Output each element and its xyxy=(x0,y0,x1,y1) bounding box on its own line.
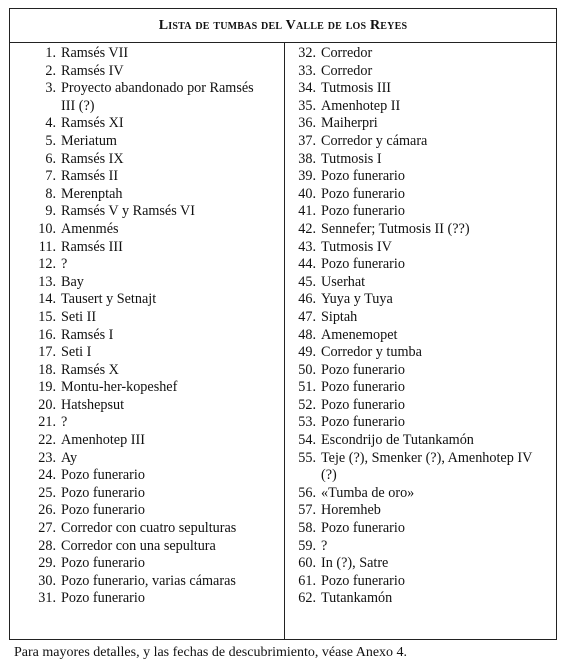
tomb-number: 46. xyxy=(298,291,316,308)
tomb-entry xyxy=(294,186,554,204)
tomb-entry xyxy=(32,45,280,63)
tomb-number: 44. xyxy=(298,256,316,273)
tomb-entry xyxy=(32,327,280,345)
tomb-name: Horemheb xyxy=(321,502,381,519)
tomb-entry xyxy=(32,397,280,415)
tomb-name: Ramsés XI xyxy=(61,115,124,132)
tomb-name: Corredor con cuatro sepulturas xyxy=(61,520,237,537)
tomb-entry xyxy=(32,467,280,485)
right-column xyxy=(294,45,554,608)
tomb-entry xyxy=(32,168,280,186)
tomb-number: 39. xyxy=(298,168,316,185)
tomb-number: 2. xyxy=(45,62,56,79)
tomb-entry xyxy=(294,239,554,257)
tomb-number: 56. xyxy=(298,484,316,501)
tomb-name: Amenhotep III xyxy=(61,432,145,449)
tomb-name: ? xyxy=(321,537,328,554)
tomb-entry xyxy=(32,274,280,292)
tomb-name: Maiherpri xyxy=(321,115,378,132)
tomb-entry xyxy=(32,291,280,309)
tomb-number: 4. xyxy=(45,115,56,132)
tomb-number: 47. xyxy=(298,308,316,325)
tomb-entry xyxy=(294,133,554,151)
tomb-name: ? xyxy=(61,256,68,273)
tomb-number: 14. xyxy=(38,291,56,308)
tomb-entry xyxy=(294,151,554,169)
tomb-name: Amenemopet xyxy=(321,326,398,343)
tomb-name: Tutmosis III xyxy=(321,80,392,97)
tomb-number: 38. xyxy=(298,150,316,167)
tomb-number: 3. xyxy=(45,80,56,97)
tomb-name: Ay xyxy=(61,449,78,466)
tomb-entry xyxy=(32,256,280,274)
tomb-entry xyxy=(32,63,280,81)
tomb-number: 42. xyxy=(298,220,316,237)
tomb-number: 29. xyxy=(38,555,56,572)
tomb-name: Ramsés III xyxy=(61,238,123,255)
tomb-name: Pozo funerario xyxy=(61,555,145,572)
tomb-entry xyxy=(32,485,280,503)
tomb-entry xyxy=(32,115,280,133)
tomb-entry xyxy=(32,414,280,432)
tomb-name: Yuya y Tuya xyxy=(321,291,393,308)
tomb-number: 31. xyxy=(38,590,56,607)
tombs-table xyxy=(9,8,557,640)
tomb-name: Tutmosis I xyxy=(321,150,382,167)
tomb-name: Amenmés xyxy=(61,220,119,237)
tomb-number: 62. xyxy=(298,590,316,607)
tomb-name: Pozo funerario xyxy=(61,467,145,484)
tomb-name: Userhat xyxy=(321,273,366,290)
tomb-entry xyxy=(294,327,554,345)
tomb-entry xyxy=(294,485,554,503)
tomb-entry xyxy=(32,362,280,380)
tomb-number: 32. xyxy=(298,45,316,61)
tomb-name: Tutmosis IV xyxy=(321,238,392,255)
tomb-number: 6. xyxy=(45,150,56,167)
tomb-name: Pozo funerario, varias cámaras xyxy=(61,572,236,589)
tomb-entry xyxy=(294,573,554,591)
tomb-name: In (?), Satre xyxy=(321,555,389,572)
tomb-entry xyxy=(294,414,554,432)
tomb-entry xyxy=(294,502,554,520)
tomb-number: 24. xyxy=(38,467,56,484)
tomb-number: 55. xyxy=(298,449,316,466)
tomb-name: Siptah xyxy=(321,308,358,325)
tomb-name: «Tumba de oro» xyxy=(321,484,415,501)
tomb-name: Hatshepsut xyxy=(61,396,125,413)
tomb-entry xyxy=(294,98,554,116)
tomb-entry xyxy=(32,133,280,151)
tomb-name: Ramsés IV xyxy=(61,62,124,79)
tomb-number: 1. xyxy=(45,45,56,61)
tomb-number: 22. xyxy=(38,432,56,449)
tomb-number: 41. xyxy=(298,203,316,220)
column-divider xyxy=(284,43,285,639)
tomb-entry xyxy=(294,309,554,327)
tomb-number: 7. xyxy=(45,168,56,185)
tomb-name: Seti I xyxy=(61,344,92,361)
table-body xyxy=(10,43,556,639)
tomb-entry xyxy=(32,379,280,397)
tomb-number: 53. xyxy=(298,414,316,431)
tomb-name: Pozo funerario xyxy=(321,168,405,185)
tomb-name: Pozo funerario xyxy=(321,414,405,431)
tomb-name: Pozo funerario xyxy=(321,256,405,273)
tomb-name: Pozo funerario xyxy=(61,590,145,607)
tomb-number: 5. xyxy=(45,132,56,149)
tomb-entry xyxy=(32,309,280,327)
tomb-number: 26. xyxy=(38,502,56,519)
tomb-number: 33. xyxy=(298,62,316,79)
tomb-entry xyxy=(294,168,554,186)
tomb-number: 48. xyxy=(298,326,316,343)
tomb-number: 45. xyxy=(298,273,316,290)
tomb-number: 28. xyxy=(38,537,56,554)
tomb-entry xyxy=(294,555,554,573)
tomb-name: Ramsés IX xyxy=(61,150,124,167)
tomb-entry xyxy=(294,397,554,415)
tomb-entry xyxy=(32,239,280,257)
tomb-number: 12. xyxy=(38,256,56,273)
tomb-number: 49. xyxy=(298,344,316,361)
tomb-entry xyxy=(32,590,280,608)
tomb-number: 25. xyxy=(38,484,56,501)
tomb-entry xyxy=(294,590,554,608)
tomb-number: 23. xyxy=(38,449,56,466)
tomb-number: 30. xyxy=(38,572,56,589)
tomb-number: 16. xyxy=(38,326,56,343)
tomb-entry xyxy=(294,256,554,274)
tomb-name: Meriatum xyxy=(61,132,117,149)
tomb-entry xyxy=(32,555,280,573)
tomb-name: Montu-her-kopeshef xyxy=(61,379,178,396)
tomb-entry xyxy=(294,379,554,397)
tomb-name: Pozo funerario xyxy=(321,203,405,220)
tomb-entry xyxy=(294,45,554,63)
tomb-name: Corredor con una sepultura xyxy=(61,537,216,554)
tomb-name: Proyecto abandonado por Ramsés III (?) xyxy=(61,80,254,114)
tomb-entry xyxy=(294,538,554,556)
tomb-entry xyxy=(32,520,280,538)
tomb-number: 13. xyxy=(38,273,56,290)
tomb-entry xyxy=(32,538,280,556)
left-column xyxy=(32,45,280,608)
tomb-number: 51. xyxy=(298,379,316,396)
footnote: Para mayores detalles, y las fechas de descubrimiento, véase Anexo 4. xyxy=(14,645,408,660)
tomb-number: 52. xyxy=(298,396,316,413)
tomb-number: 59. xyxy=(298,537,316,554)
tomb-name: Tausert y Setnajt xyxy=(61,291,157,308)
tomb-number: 21. xyxy=(38,414,56,431)
tomb-name: Pozo funerario xyxy=(61,484,145,501)
table-title: Lista de tumbas del Valle de los Reyes xyxy=(10,9,556,43)
tomb-number: 61. xyxy=(298,572,316,589)
tomb-entry xyxy=(32,344,280,362)
tomb-number: 54. xyxy=(298,432,316,449)
tomb-number: 19. xyxy=(38,379,56,396)
tomb-entry xyxy=(32,502,280,520)
tomb-number: 60. xyxy=(298,555,316,572)
tomb-name: Tutankamón xyxy=(321,590,393,607)
tomb-entry xyxy=(32,186,280,204)
tomb-name: Corredor xyxy=(321,45,373,61)
tomb-number: 34. xyxy=(298,80,316,97)
tomb-entry xyxy=(294,344,554,362)
tomb-name: Corredor xyxy=(321,62,373,79)
tomb-number: 17. xyxy=(38,344,56,361)
tomb-number: 35. xyxy=(298,97,316,114)
tomb-number: 15. xyxy=(38,308,56,325)
tomb-entry xyxy=(294,115,554,133)
tomb-number: 58. xyxy=(298,520,316,537)
tomb-number: 20. xyxy=(38,396,56,413)
tomb-name: Pozo funerario xyxy=(321,520,405,537)
tomb-name: Amenhotep II xyxy=(321,97,401,114)
tomb-name: Pozo funerario xyxy=(321,361,405,378)
tomb-number: 57. xyxy=(298,502,316,519)
tomb-name: Corredor y cámara xyxy=(321,132,428,149)
tomb-name: Bay xyxy=(61,273,84,290)
tomb-entry xyxy=(294,221,554,239)
tomb-name: Merenptah xyxy=(61,185,123,202)
tomb-entry xyxy=(32,80,280,115)
tomb-name: Escondrijo de Tutankamón xyxy=(321,432,474,449)
tomb-entry xyxy=(32,203,280,221)
tomb-number: 27. xyxy=(38,520,56,537)
tomb-number: 8. xyxy=(45,185,56,202)
tomb-entry xyxy=(32,221,280,239)
tomb-name: Ramsés II xyxy=(61,168,119,185)
tomb-number: 36. xyxy=(298,115,316,132)
tomb-name: Pozo funerario xyxy=(321,379,405,396)
tomb-name: Teje (?), Smenker (?), Amenhotep IV (?) xyxy=(321,449,533,484)
tomb-entry xyxy=(294,63,554,81)
tomb-name: Pozo funerario xyxy=(321,185,405,202)
tomb-name: Pozo funerario xyxy=(321,396,405,413)
tomb-entry xyxy=(294,520,554,538)
tomb-entry xyxy=(294,80,554,98)
tomb-name: Ramsés VII xyxy=(61,45,129,61)
tomb-name: ? xyxy=(61,414,68,431)
tomb-entry xyxy=(294,432,554,450)
tomb-name: Ramsés V y Ramsés VI xyxy=(61,203,195,220)
tomb-number: 10. xyxy=(38,220,56,237)
tomb-name: Corredor y tumba xyxy=(321,344,422,361)
tomb-entry xyxy=(294,203,554,221)
tomb-number: 37. xyxy=(298,132,316,149)
tomb-entry xyxy=(32,573,280,591)
tomb-number: 40. xyxy=(298,185,316,202)
tomb-number: 18. xyxy=(38,361,56,378)
tomb-number: 43. xyxy=(298,238,316,255)
tomb-entry xyxy=(32,432,280,450)
tomb-name: Sennefer; Tutmosis II (??) xyxy=(321,220,470,237)
tomb-name: Ramsés X xyxy=(61,361,119,378)
tomb-name: Ramsés I xyxy=(61,326,114,343)
tomb-number: 11. xyxy=(38,238,56,255)
tomb-entry xyxy=(294,362,554,380)
tomb-number: 50. xyxy=(298,361,316,378)
tomb-name: Pozo funerario xyxy=(321,572,405,589)
tomb-entry xyxy=(32,450,280,468)
tomb-entry xyxy=(294,450,554,485)
tomb-entry xyxy=(32,151,280,169)
tomb-name: Seti II xyxy=(61,308,97,325)
tomb-name: Pozo funerario xyxy=(61,502,145,519)
tomb-entry xyxy=(294,274,554,292)
tomb-entry xyxy=(294,291,554,309)
tomb-number: 9. xyxy=(45,203,56,220)
